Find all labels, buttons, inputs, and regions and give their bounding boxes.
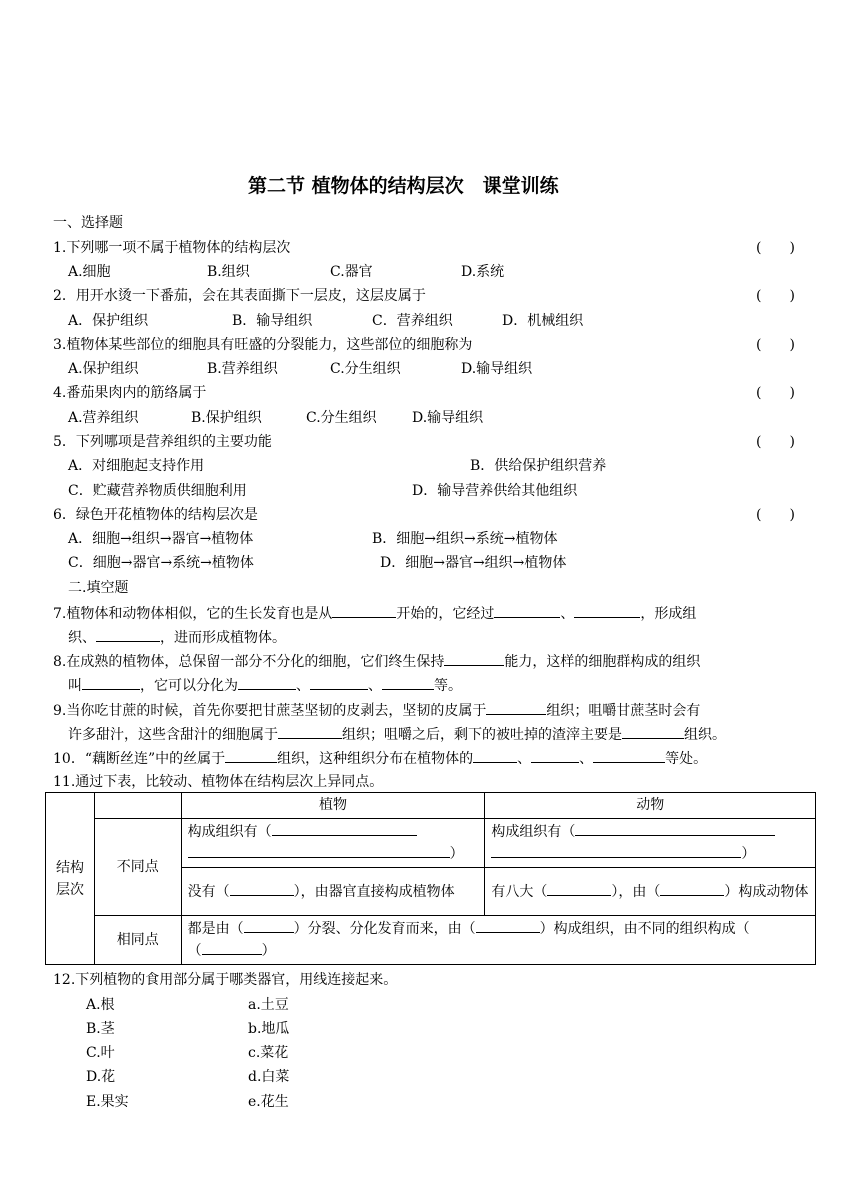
q6-stem: 6．绿色开花植物体的结构层次是 <box>53 507 258 523</box>
q4-option-b[interactable]: B.保护组织 <box>191 410 262 426</box>
animal-tissue-pre: 构成组织有（ <box>491 824 576 840</box>
q3-option-c[interactable]: C.分生组织 <box>330 361 401 377</box>
q12-stem: 12.下列植物的食用部分属于哪类器官，用线连接起来。 <box>53 972 398 988</box>
q10-blank-3[interactable] <box>531 748 579 763</box>
q9-text-2: 组织；咀嚼甘蔗茎时会有 <box>546 703 701 719</box>
animal-tissue-blank-1[interactable] <box>575 821 775 836</box>
q10-blank-4[interactable] <box>593 748 665 763</box>
animal-system-blank-2[interactable] <box>660 881 724 896</box>
plant-tissue-blank-1[interactable] <box>272 821 417 836</box>
q12-organ-c[interactable]: C.叶 <box>86 1045 115 1061</box>
q8-text-3: 叫 <box>68 678 82 694</box>
animal-system-text-2: ），由（ <box>611 883 661 900</box>
q1-option-a[interactable]: A.细胞 <box>68 264 111 280</box>
q7-line1 <box>53 603 696 624</box>
q3-option-a[interactable]: A.保护组织 <box>68 361 139 377</box>
plant-tissue-blank-2[interactable] <box>188 843 450 858</box>
same-blank-3[interactable] <box>202 940 262 955</box>
animal-system-text-1: 有八大（ <box>491 883 548 900</box>
section-fill-heading: 二.填空题 <box>68 580 129 596</box>
q7-text-3: 、 <box>560 606 575 622</box>
same-text-4: ） <box>261 943 276 959</box>
q8-blank-3[interactable] <box>238 675 296 690</box>
q10-line <box>53 748 707 769</box>
q4-answer-paren[interactable]: ( ) <box>756 385 795 401</box>
q4-option-c[interactable]: C.分生组织 <box>306 410 377 426</box>
same-blank-2[interactable] <box>476 918 540 933</box>
q10-text-3: 、 <box>517 751 532 767</box>
section-choice-heading: 一、选择题 <box>53 215 123 231</box>
q1-option-b[interactable]: B.组织 <box>207 264 250 280</box>
q7-text-5: 织、 <box>68 630 96 646</box>
q7-text-1: 7.植物体和动物体相似，它的生长发育也是从 <box>53 606 333 622</box>
q2-answer-paren[interactable]: ( ) <box>756 288 795 304</box>
plant-system-blank[interactable] <box>230 881 294 896</box>
animal-tissue-post: ） <box>741 846 756 862</box>
q12-plant-a[interactable]: a.土豆 <box>248 997 289 1013</box>
q2-option-b[interactable]: B．输导组织 <box>232 313 313 329</box>
q7-blank-1[interactable] <box>332 603 396 618</box>
q10-text-4: 、 <box>579 751 594 767</box>
q12-organ-a[interactable]: A.根 <box>86 997 115 1013</box>
table-plant-system-cell <box>181 868 485 916</box>
table-plant-tissue-cell <box>181 819 485 868</box>
q5-option-b[interactable]: B．供给保护组织营养 <box>470 458 607 474</box>
plant-system-text-2: ），由器官直接构成植物体 <box>293 883 455 900</box>
table-animal-tissue-cell <box>485 819 816 868</box>
q4-stem: 4.番茄果肉内的筋络属于 <box>53 385 207 401</box>
table-animal-system-cell <box>485 868 816 916</box>
q9-line1 <box>53 700 700 721</box>
plant-tissue-post: ） <box>449 846 464 862</box>
q9-text-1: 9.当你吃甘蔗的时候，首先你要把甘蔗茎坚韧的皮剥去，坚韧的皮属于 <box>53 703 487 719</box>
q10-text-2: 组织，这种组织分布在植物体的 <box>277 751 474 767</box>
q1-stem: 1.下列哪一项不属于植物体的结构层次 <box>53 240 291 256</box>
q5-option-a[interactable]: A．对细胞起支持作用 <box>68 458 205 474</box>
q9-line2 <box>68 724 726 745</box>
q11-stem: 11.通过下表，比较动、植物体在结构层次上异同点。 <box>53 774 384 790</box>
q7-blank-3[interactable] <box>574 603 640 618</box>
same-text-3: ）构成组织，由不同的组织构成（ <box>539 921 750 937</box>
q7-blank-4[interactable] <box>96 627 160 642</box>
q3-option-d[interactable]: D.输导组织 <box>461 361 533 377</box>
q3-option-b[interactable]: B.营养组织 <box>207 361 278 377</box>
table-diff-label: 不同点 <box>94 819 181 916</box>
q2-option-c[interactable]: C．营养组织 <box>372 313 453 329</box>
q3-answer-paren[interactable]: ( ) <box>756 337 795 353</box>
page-title: 第二节 植物体的结构层次 课堂训练 <box>248 175 559 197</box>
q2-option-a[interactable]: A．保护组织 <box>68 313 149 329</box>
q6-option-a[interactable]: A．细胞→组织→器官→植物体 <box>68 531 254 547</box>
q3-stem: 3.植物体某些部位的细胞具有旺盛的分裂能力，这些部位的细胞称为 <box>53 337 473 353</box>
q10-text-5: 等处。 <box>665 751 708 767</box>
q7-text-2: 开始的，它经过 <box>396 606 495 622</box>
q8-blank-2[interactable] <box>82 675 140 690</box>
q12-plant-e[interactable]: e.花生 <box>248 1094 289 1110</box>
q1-option-d[interactable]: D.系统 <box>461 264 505 280</box>
q12-plant-d[interactable]: d.白菜 <box>248 1069 290 1085</box>
animal-system-text-3: ）构成动物体 <box>724 883 809 900</box>
q7-blank-2[interactable] <box>494 603 560 618</box>
q10-blank-1[interactable] <box>225 748 277 763</box>
q12-organ-b[interactable]: B.茎 <box>86 1021 115 1037</box>
q9-blank-1[interactable] <box>486 700 546 715</box>
q12-organ-d[interactable]: D.花 <box>86 1069 116 1085</box>
table-same-cell <box>181 916 815 965</box>
q8-text-2: 能力，这样的细胞群构成的组织 <box>504 654 701 670</box>
q8-text-4: ，它可以分化为 <box>140 678 238 694</box>
same-text-1: 都是由（ <box>187 921 244 937</box>
animal-system-blank-1[interactable] <box>547 881 611 896</box>
q8-line2 <box>68 675 462 696</box>
table-row-header-cell <box>46 793 95 965</box>
q8-text-7: 等。 <box>434 678 462 694</box>
table-same-label: 相同点 <box>94 916 181 965</box>
q1-answer-paren[interactable]: ( ) <box>756 240 795 256</box>
q12-plant-b[interactable]: b.地瓜 <box>248 1021 290 1037</box>
q10-blank-2[interactable] <box>473 748 517 763</box>
q9-text-5: 组织。 <box>684 727 726 743</box>
q7-line2 <box>68 627 286 648</box>
q7-text-6: ，进而形成植物体。 <box>160 630 286 646</box>
table-header-animal: 动物 <box>485 793 816 819</box>
q6-option-b[interactable]: B．细胞→组织→系统→植物体 <box>372 531 558 547</box>
q8-blank-4[interactable] <box>310 675 368 690</box>
table-row-header: 结构层次 <box>55 859 84 898</box>
table-header-plant: 植物 <box>181 793 485 819</box>
q4-option-d[interactable]: D.输导组织 <box>412 410 484 426</box>
q1-option-c[interactable]: C.器官 <box>330 264 373 280</box>
animal-tissue-blank-2[interactable] <box>491 843 741 858</box>
q5-option-d[interactable]: D．输导营养供给其他组织 <box>412 483 578 499</box>
q5-option-c[interactable]: C．贮藏营养物质供细胞利用 <box>68 483 247 499</box>
plant-system-text-1: 没有（ <box>187 883 230 900</box>
q8-line1 <box>53 651 700 672</box>
q10-text-1: 10．“藕断丝连”中的丝属于 <box>53 751 226 767</box>
q7-text-4: ，形成组 <box>640 606 697 622</box>
q9-text-3: 许多甜汁，这些含甜汁的细胞属于 <box>68 727 278 743</box>
comparison-table <box>45 792 816 965</box>
q2-option-d[interactable]: D．机械组织 <box>502 313 584 329</box>
q5-stem: 5．下列哪项是营养组织的主要功能 <box>53 434 272 450</box>
q8-text-6: 、 <box>368 678 382 694</box>
q8-text-1: 8.在成熟的植物体，总保留一部分不分化的细胞，它们终生保持 <box>53 654 445 670</box>
q2-stem: 2．用开水烫一下番茄，会在其表面撕下一层皮，这层皮属于 <box>53 288 426 304</box>
same-blank-1[interactable] <box>244 918 294 933</box>
q9-text-4: 组织；咀嚼之后，剩下的被吐掉的渣滓主要是 <box>342 727 622 743</box>
q5-answer-paren[interactable]: ( ) <box>756 434 795 450</box>
q12-plant-c[interactable]: c.菜花 <box>248 1045 289 1061</box>
table-corner-cell <box>94 793 181 819</box>
q6-option-d[interactable]: D．细胞→器官→组织→植物体 <box>380 555 567 571</box>
q6-answer-paren[interactable]: ( ) <box>756 507 795 523</box>
same-text-2: ）分裂、分化发育而来，由（ <box>293 921 476 937</box>
q4-option-a[interactable]: A.营养组织 <box>68 410 139 426</box>
plant-tissue-pre: 构成组织有（ <box>187 824 272 840</box>
q8-blank-1[interactable] <box>444 651 504 666</box>
q8-text-5: 、 <box>296 678 310 694</box>
q9-blank-3[interactable] <box>622 724 684 739</box>
same-text-4-open: （ <box>187 943 202 959</box>
q9-blank-2[interactable] <box>278 724 342 739</box>
q6-option-c[interactable]: C．细胞→器官→系统→植物体 <box>68 555 254 571</box>
q12-organ-e[interactable]: E.果实 <box>86 1094 129 1110</box>
q8-blank-5[interactable] <box>382 675 434 690</box>
